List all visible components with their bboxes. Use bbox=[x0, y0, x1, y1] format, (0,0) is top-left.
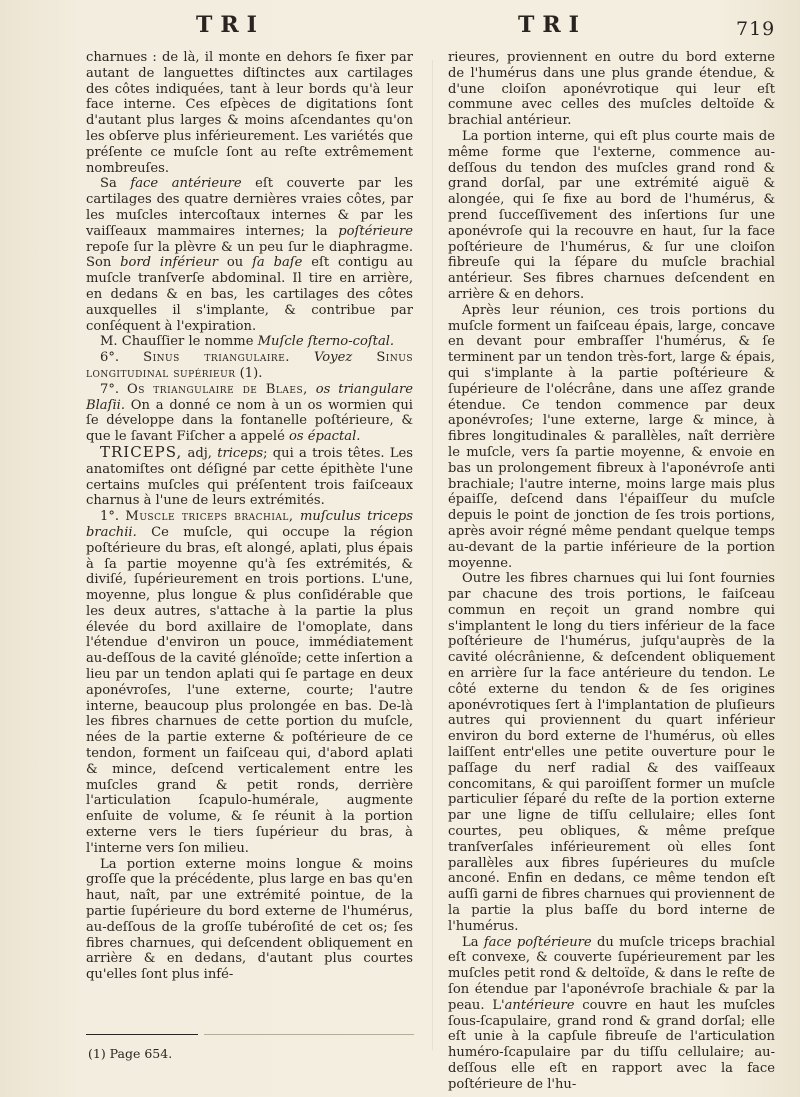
paragraph: Outre les fibres charnues qui lui ſont fournies par chacune des trois portions, le faiſceau commun en reçoit un grand nombre qui s'implantent le long du tiers inférieur de la face poſtérieure de l'humérus, juſqu'auprès de la cavité olécrânienne, & deſcendent obliquement en arrière ſur la face antérieure du tendon. Le côté externe du tendon & de ſes origines aponévrotiques ſert à l'implantation de pluſieurs autres qui proviennent du quart inférieur environ du bord externe de l'humérus, où elles laiſſent entr'elles une petite ouverture pour le paſſage du nerf radial & des vaiſſeaux concomitans, & qui paroiſſent former un muſcle particulier ſéparé du reſte de la portion externe par une ligne de tiſſu cellulaire; elles ſont courtes, peu obliques, & même preſque tranſverſales inférieurement où elles ſont parallèles aux fibres ſupérieures du muſcle anconé. Enfin en dedans, ce même tendon eſt auſſi garni de fibres charnues qui proviennent de la partie la plus baſſe du bord interne de l'humérus. bbox=[448, 571, 775, 934]
paragraph: La portion externe moins longue & moins groſſe que la précédente, plus large en bas qu'en haut, naît, par une extrémité pointue, de la partie ſupérieure du bord externe de l'humérus, au-deſſous de la groſſe tubéroſité de cet os; ſes fibres charnues, qui deſcendent obliquement en arrière & en dedans, d'autant plus courtes qu'elles ſont plus infé- bbox=[86, 856, 413, 983]
paragraph: 7°. Os triangulaire de Blaes, os triangulare Blaſii. On a donné ce nom à un os wormien qui ſe développe dans la fontanelle poſtérieure, & que le ſavant Fiſcher a appelé os épactal. bbox=[86, 381, 413, 445]
page-number: 719 bbox=[736, 18, 776, 40]
running-header bbox=[0, 8, 800, 42]
paragraph: 1°. Muscle triceps brachial, muſculus triceps brachii. Ce muſcle, qui occupe la région poſtérieure du bras, eſt alongé, aplati, plus épais à ſa partie moyenne qu'à ſes extrémités, & diviſé, ſupérieurement en trois portions. L'une, moyenne, plus longue & plus conſidérable que les deux autres, s'attache à la partie la plus élevée du bord axillaire de l'omoplate, dans l'étendue d'environ un pouce, immédiatement au-deſſous de la cavité glénoïde; cette inſertion a lieu par un tendon aplati qui ſe partage en deux aponévroſes, l'une externe, courte; l'autre interne, beaucoup plus prolongée en bas. De-là les fibres charnues de cette portion du muſcle, nées de la partie externe & poſtérieure de ce tendon, forment un faiſceau qui, d'abord aplati & mince, deſcend verticalement entre les muſcles grand & petit ronds, derrière l'articulation ſcapulo-humérale, augmente enſuite de volume, & ſe réunit à la portion externe vers le tiers ſupérieur du bras, à l'interne vers ſon milieu. bbox=[86, 509, 413, 856]
paragraph: La face poſtérieure du muſcle triceps brachial eſt convexe, & couverte ſupérieurement par les muſcles petit rond & deltoïde, & dans le reſte de ſon étendue par l'aponévroſe brachiale & par la peau. L'antérieure couvre en haut les muſcles ſous-ſcapulaire, grand rond & grand dorſal; elle eſt unie à la capſule fibreuſe de l'articulation huméro-ſcapulaire par du tiſſu cellulaire; au-deſſous elle eſt en rapport avec la face poſtérieure de l'hu- bbox=[448, 934, 776, 1092]
footnote-rule-faint bbox=[204, 1034, 414, 1035]
paragraph: 6°. Sinus triangulaire. Voyez Sinus longitudinal supérieur (1). bbox=[86, 350, 413, 381]
entry-headword: TRICEPS, bbox=[100, 442, 183, 461]
paragraph: Sa face antérieure eſt couverte par les cartilages des quatre dernières vraies côtes, par les muſcles intercoſtaux internes & par les vaiſſeaux mammaires internes; la poſtérieure repoſe ſur la plèvre & un peu ſur le diaphragme. Son bord inférieur ou ſa baſe eſt contigu au muſcle tranſverſe abdominal. Il tire en arrière, en dedans & en bas, les cartilages des côtes auxquelles il s'implante, & contribue par conſéquent à l'expiration. bbox=[86, 176, 413, 334]
header-left-title: TRI bbox=[196, 12, 265, 38]
dictionary-entry: TRICEPS, adj, triceps; qui a trois têtes. Les anatomiſtes ont déſigné par cette épithète l'une certains muſcles qui préſentent trois faiſceaux charnus à l'une de leurs extrémités. bbox=[86, 442, 413, 509]
paragraph: Après leur réunion, ces trois portions du muſcle forment un faiſceau épais, large, concave en devant pour embraſſer l'humérus, & ſe terminent par un tendon très-fort, large & épais, qui s'implante à la partie poſtérieure & ſupérieure de l'olécrâne, dans une aſſez grande étendue. Ce tendon commence par deux aponévroſes; l'une externe, large & mince, à fibres longitudinales & parallèles, naît derrière le muſcle, vers ſa partie moyenne, & envoie en bas un prolongement fibreux à l'aponévroſe anti brachiale; l'autre interne, moins large mais plus épaiſſe, deſcend dans l'épaiſſeur du muſcle depuis le point de jonction de ſes trois portions, après avoir régné même pendant quelque temps au-devant de la partie inférieure de la portion moyenne. bbox=[448, 302, 775, 571]
right-column bbox=[448, 50, 775, 1093]
footnote-rule bbox=[86, 1034, 198, 1035]
paragraph: rieures, proviennent en outre du bord externe de l'humérus dans une plus grande étendue, & d'une cloiſon aponévrotique qui leur eſt commune avec celles des muſcles deltoïde & brachial antérieur. bbox=[448, 50, 775, 129]
paragraph: La portion interne, qui eſt plus courte mais de même forme que l'externe, commence au-deſſous du tendon des muſcles grand rond & grand dorſal, par une extrémité aiguë & alongée, qui ſe fixe au bord de l'humérus, & prend ſucceſſivement des inſertions ſur une aponévroſe qui la recouvre en haut, ſur la face poſtérieure de l'humérus, & ſur une cloiſon fibreuſe qui la ſépare du muſcle brachial antérieur. Ses fibres charnues deſcendent en arrière & en dehors. bbox=[448, 128, 775, 302]
header-right-title: TRI bbox=[518, 12, 587, 38]
column-gutter bbox=[432, 60, 433, 1050]
left-column bbox=[86, 50, 413, 983]
paragraph: charnues : de là, il monte en dehors ſe fixer par autant de languettes diſtinctes aux cartilages des côtes indiquées, tant à leur bords qu'à leur face interne. Ces eſpèces de digitations ſont d'autant plus larges & moins aſcendantes qu'on les obſerve plus inférieurement. Les variétés que préſente ce muſcle ſont au reſte extrêmement nombreuſes. bbox=[86, 50, 413, 176]
footnote: (1) Page 654. bbox=[88, 1046, 173, 1061]
paragraph: M. Chauſſier le nomme Muſcle ſterno-coſtal. bbox=[100, 334, 395, 350]
